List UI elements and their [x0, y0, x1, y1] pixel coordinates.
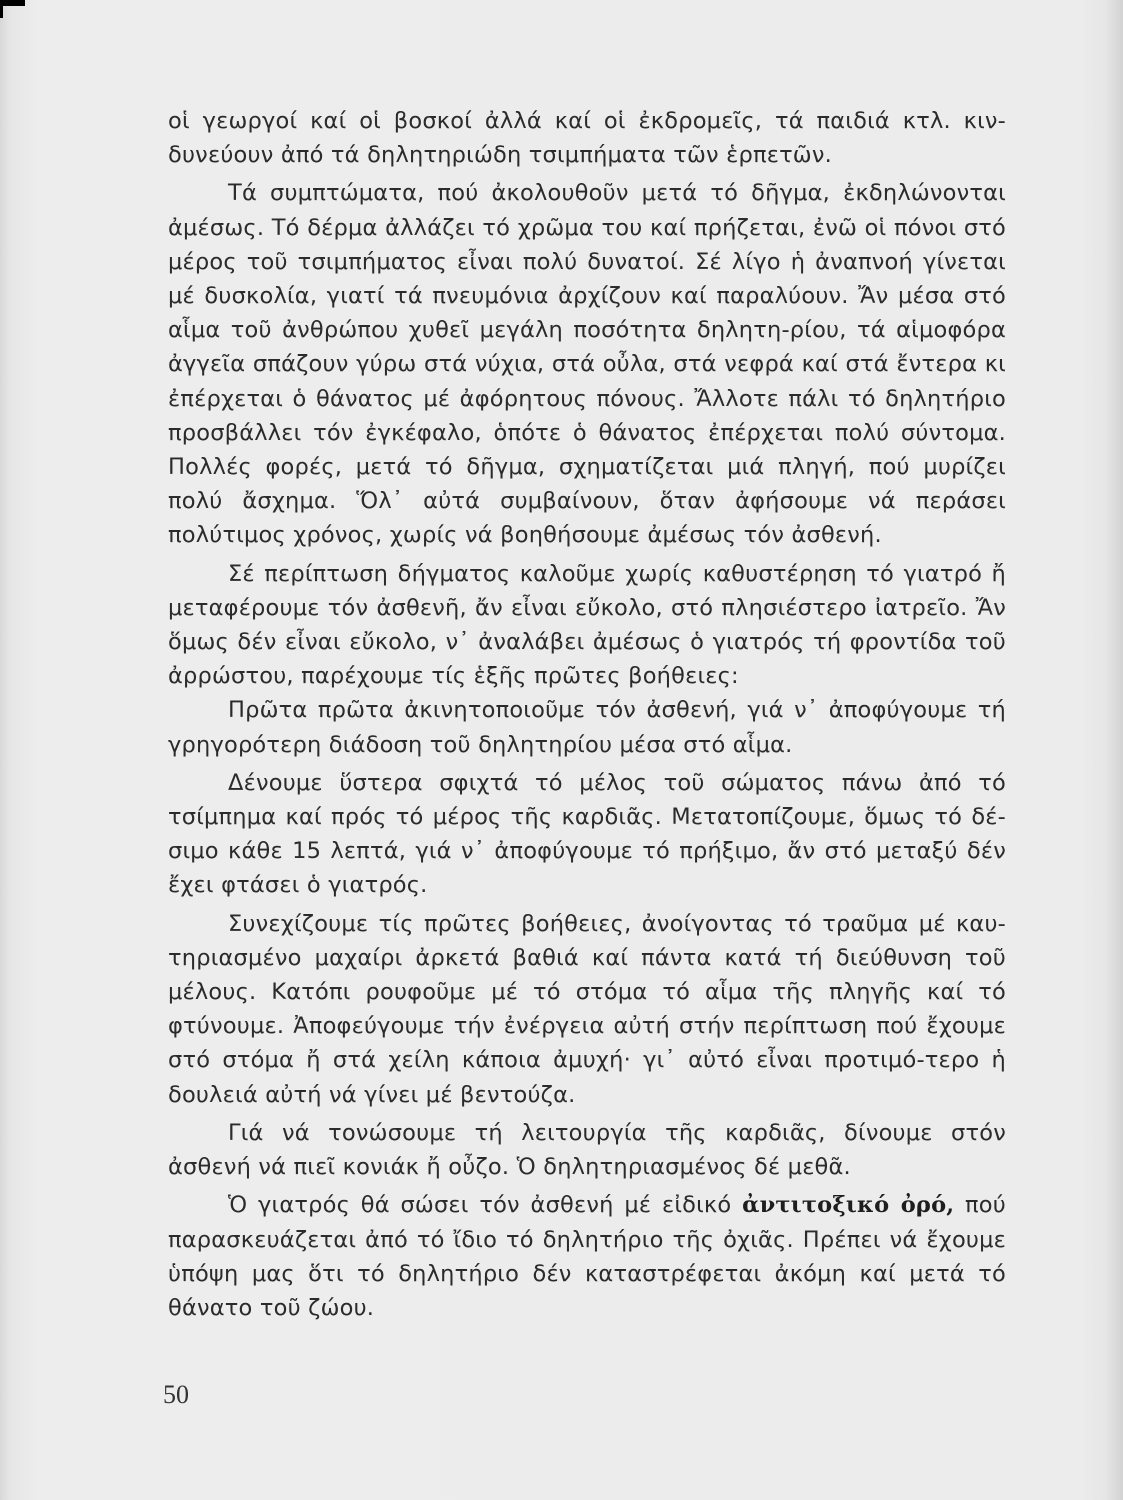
antivenom-text-before: Ὁ γιατρός θά σώσει τόν ἀσθενή μέ εἰδικό — [228, 1192, 743, 1219]
paragraph-immobilize: Πρῶτα πρῶτα ἀκινητοποιοῦμε τόν ἀσθενή, γιά ν᾿ ἀποφύγουμε τή γρηγορότερη διάδοση τοῦ δηλητηρίου μέσα στό αἷμα. — [168, 697, 1006, 758]
antivenom-term: ἀντιτοξικό ὀρό, — [742, 1192, 955, 1219]
paragraph-antivenom — [168, 1188, 1006, 1325]
body-text — [168, 104, 1006, 1325]
paragraph-wound-care: Συνεχίζουμε τίς πρῶτες βοήθειες, ἀνοίγοντας τό τραῦμα μέ καυ-τηριασμένο μαχαίρι ἀρκετά βαθιά καί πάντα κατά τή διεύθυνση τοῦ μέλους. Κατόπι ρουφοῦμε μέ τό στόμα τό αἷμα τῆς πληγῆς καί τό φτύνουμε. Ἀποφεύγουμε τήν ἐνέργεια αὐτή στήν περίπτωση πού ἔχουμε στό στόμα ἤ στά χείλη κάποια ἀμυχή· γι᾿ αὐτό εἶναι προτιμό-τερο ἡ δουλειά αὐτή νά γίνει μέ βεντούζα. — [168, 910, 1006, 1108]
page-number: 50 — [163, 1380, 189, 1409]
paragraph-tourniquet: Δένουμε ὕστερα σφιχτά τό μέλος τοῦ σώματος πάνω ἀπό τό τσίμπημα καί πρός τό μέρος τῆς καρδιᾶς. Μετατοπίζουμε, ὅμως τό δέ-σιμο κάθε 15 λεπτά, γιά ν᾿ ἀποφύγουμε τό πρήξιμο, ἄν στό μεταξύ δέν ἔχει φτάσει ὁ γιατρός. — [168, 769, 1006, 899]
page-edge-shadow — [1105, 0, 1123, 1500]
paragraph-heart-stimulant: Γιά νά τονώσουμε τή λειτουργία τῆς καρδιᾶς, δίνουμε στόν ἀσθενή νά πιεῖ κονιάκ ἤ οὖζο. Ὁ δηλητηριασμένος δέ μεθᾶ. — [168, 1119, 1006, 1181]
paragraph-first-aid-intro: Σέ περίπτωση δήγματος καλοῦμε χωρίς καθυστέρηση τό γιατρό ἤ μεταφέρουμε τόν ἀσθενῆ, ἄν εἶναι εὔκολο, στό πλησιέστερο ἰατρεῖο. Ἄν ὅμως δέν εἶναι εὔκολο, ν᾿ ἀναλάβει ἀμέσως ὁ γιατρός τή φροντίδα τοῦ ἀρρώστου, παρέχουμε τίς ἑξῆς πρῶτες βοήθειες: — [168, 560, 1006, 690]
paragraph-continuation: οἱ γεωργοί καί οἱ βοσκοί ἀλλά καί οἱ ἐκδρομεῖς, τά παιδιά κτλ. κιν-δυνεύουν ἀπό τά δηλητηριώδη τσιμπήματα τῶν ἑρπετῶν. — [168, 108, 1006, 169]
paragraph-symptoms: Τά συμπτώματα, πού ἀκολουθοῦν μετά τό δῆγμα, ἐκδηλώνονται ἀμέσως. Τό δέρμα ἀλλάζει τό χρῶμα του καί πρήζεται, ἐνῶ οἱ πόνοι στό μέρος τοῦ τσιμπήματος εἶναι πολύ δυνατοί. Σέ λίγο ἡ ἀναπνοή γίνεται μέ δυσκολία, γιατί τά πνευμόνια ἀρχίζουν καί παραλύουν. Ἄν μέσα στό αἷμα τοῦ ἀνθρώπου χυθεῖ μεγάλη ποσότητα δηλητη-ρίου, τά αἱμοφόρα ἀγγεῖα σπάζουν γύρω στά νύχια, στά οὖλα, στά νεφρά καί στά ἔντερα κι ἐπέρχεται ὁ θάνατος μέ ἀφόρητους πόνους. Ἄλλοτε πάλι τό δηλητήριο προσβάλλει τόν ἐγκέφαλο, ὁπότε ὁ θάνατος ἐπέρχεται πολύ σύντομα. Πολλές φορές, μετά τό δῆγμα, σχηματίζεται μιά πληγή, πού μυρίζει πολύ ἄσχημα. Ὅλ᾿ αὐτά συμβαίνουν, ὅταν ἀφήσουμε νά περάσει πολύτιμος χρόνος, χωρίς νά βοηθήσουμε ἀμέσως τόν ἀσθενή. — [168, 180, 1006, 549]
antivenom-text-after: πού παρασκευάζεται ἀπό τό ἴδιο τό δηλητήριο τῆς ὀχιᾶς. Πρέπει νά ἔχουμε ὑπόψη μας ὅτι τό δηλητήριο δέν καταστρέφεται ἀκόμη καί μετά τό θάνατο τοῦ ζώου. — [168, 1192, 1006, 1321]
scan-corner-mark — [0, 0, 25, 18]
